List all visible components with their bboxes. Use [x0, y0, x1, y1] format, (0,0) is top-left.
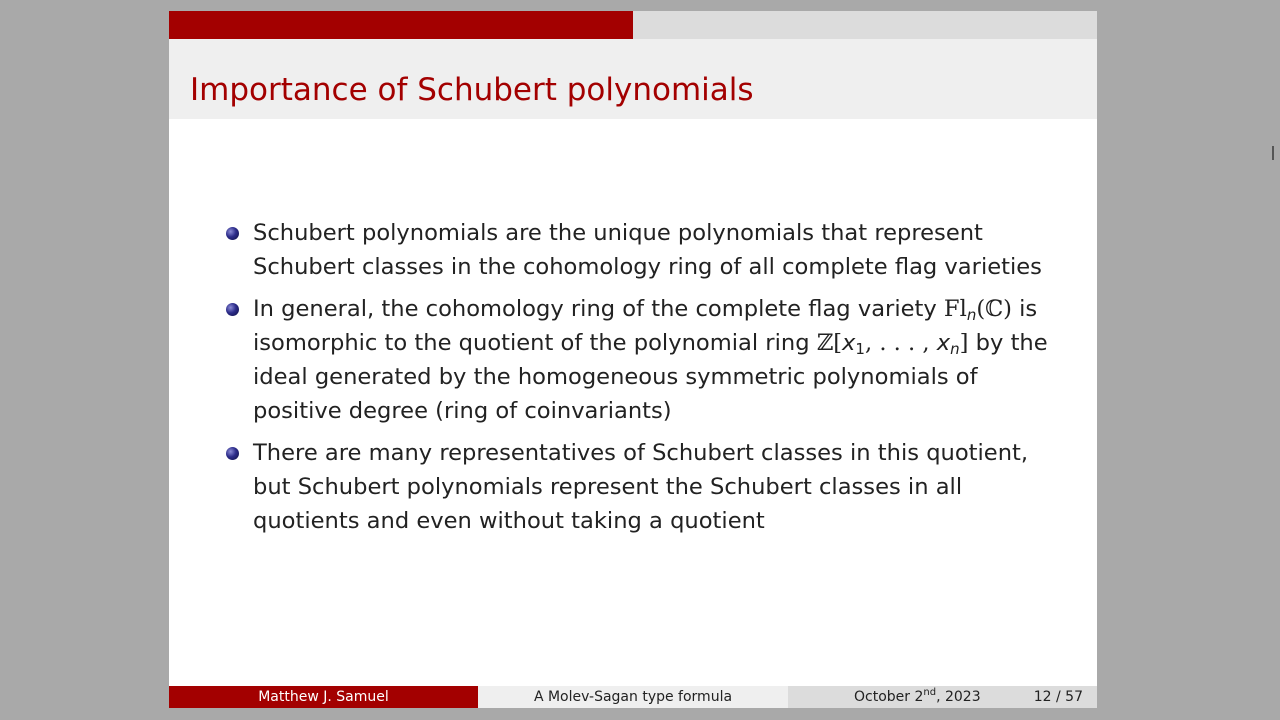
- progress-bar: [169, 11, 1097, 39]
- bullet-line: There are many representatives of Schubert classes in this quotient,: [253, 440, 1029, 466]
- title-bar: [169, 39, 1097, 119]
- subscript-1: 1: [855, 340, 865, 358]
- subscript-n: n: [950, 340, 960, 358]
- slide: [169, 11, 1097, 708]
- bullet-line: but Schubert polynomials represent the Schubert classes in all: [253, 474, 963, 500]
- bullet-line: Schubert polynomials are the unique polynomials that represent: [253, 220, 983, 246]
- bullet-ball-icon: [226, 227, 239, 240]
- bullet-item: [221, 216, 1081, 284]
- footer-title: A Molev-Sagan type formula: [478, 686, 788, 708]
- bullet-ball-icon: [226, 447, 239, 460]
- scrollbar-handle[interactable]: [1272, 146, 1274, 160]
- date-text: October 2: [854, 689, 924, 705]
- footer-author: Matthew J. Samuel: [169, 686, 478, 708]
- text-span: by the: [968, 330, 1048, 356]
- page-number: 12 / 57: [1033, 689, 1083, 705]
- bullet-line: ideal generated by the homogeneous symmetric polynomials of: [253, 364, 978, 390]
- bullet-item: [221, 436, 1081, 538]
- footer-date: [854, 689, 981, 705]
- bullet-line: [253, 326, 1081, 360]
- bullet-line: [253, 292, 1081, 326]
- bullet-line: quotients and even without taking a quotient: [253, 508, 765, 534]
- text-span: is: [1011, 296, 1038, 322]
- variable-x: x: [842, 330, 856, 356]
- complex-field-symbol: (ℂ): [976, 296, 1012, 322]
- bullet-line: Schubert classes in the cohomology ring of all complete flag varieties: [253, 254, 1042, 280]
- date-year: , 2023: [936, 689, 981, 705]
- variable-x: x: [936, 330, 951, 356]
- bracket-close: ]: [959, 330, 969, 356]
- ellipsis: , . . . ,: [864, 330, 937, 356]
- bullet-list: [221, 216, 1081, 546]
- subscript-n: n: [966, 306, 977, 324]
- flag-variety-symbol: Fl: [943, 296, 967, 322]
- date-superscript: nd: [923, 687, 937, 698]
- integer-ring-symbol: ℤ[: [816, 330, 843, 356]
- bullet-item: [221, 292, 1081, 428]
- footer-date-page: [788, 686, 1097, 708]
- text-span: isomorphic to the quotient of the polynomial ring: [253, 330, 817, 356]
- progress-bar-fill: [169, 11, 633, 39]
- bullet-ball-icon: [226, 303, 239, 316]
- slide-title: Importance of Schubert polynomials: [190, 72, 754, 108]
- footer: [169, 686, 1097, 708]
- text-span: In general, the cohomology ring of the complete flag variety: [253, 296, 944, 322]
- bullet-line: positive degree (ring of coinvariants): [253, 398, 672, 424]
